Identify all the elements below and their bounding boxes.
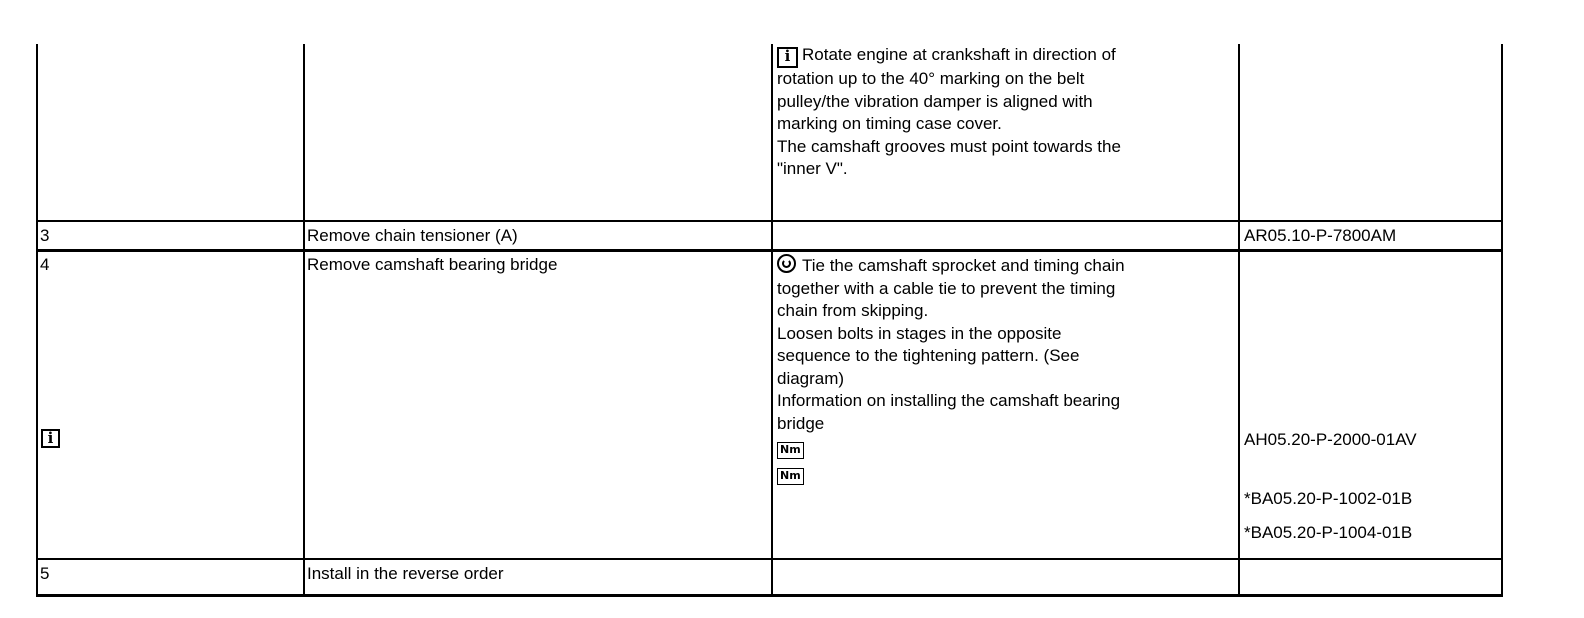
warning-icon xyxy=(777,254,796,273)
note-cell xyxy=(771,222,1238,249)
note-line: bridge xyxy=(777,413,825,433)
step-number: 4 xyxy=(40,255,50,274)
note-line: Information on installing the camshaft bearing xyxy=(777,391,1121,410)
note-cell xyxy=(771,44,1238,220)
info-icon: i xyxy=(41,429,60,448)
action-cell xyxy=(303,44,771,220)
note-line: rotation up to the 40° marking on the belt xyxy=(777,69,1085,88)
note-cell xyxy=(771,252,1238,558)
note-line: marking on timing case cover. xyxy=(777,114,1002,133)
note-line: together with a cable tie to prevent the timing xyxy=(777,278,1116,298)
step-number: 5 xyxy=(40,564,50,583)
note-line: Tie the camshaft sprocket and timing chain xyxy=(802,256,1125,275)
note-line: diagram) xyxy=(777,368,845,388)
info-icon: i xyxy=(777,47,798,68)
step-cell xyxy=(38,252,303,558)
ref-cell xyxy=(1238,252,1501,558)
table-row xyxy=(36,252,1503,560)
table-row xyxy=(36,44,1503,222)
reference-link[interactable]: *BA05.20-P-1004-01B xyxy=(1244,523,1413,542)
torque-nm-icon: Nm xyxy=(777,468,804,485)
torque-nm-icon: Nm xyxy=(777,442,804,459)
note-cell xyxy=(771,560,1238,594)
reference-link[interactable]: *BA05.20-P-1002-01B xyxy=(1244,489,1413,508)
ref-cell xyxy=(1238,44,1501,220)
note-line: chain from skipping. xyxy=(777,301,929,320)
reference-link[interactable]: AR05.10-P-7800AM xyxy=(1238,222,1501,249)
reference-link[interactable]: AH05.20-P-2000-01AV xyxy=(1244,430,1417,449)
table-row xyxy=(36,222,1503,252)
note-line: pulley/the vibration damper is aligned with xyxy=(777,91,1093,111)
table-row xyxy=(36,560,1503,597)
action-text: Remove camshaft bearing bridge xyxy=(303,252,771,558)
note-line: The camshaft grooves must point towards the xyxy=(777,136,1121,156)
ref-cell xyxy=(1238,560,1501,594)
note-line: Loosen bolts in stages in the opposite xyxy=(777,323,1062,343)
note-line: sequence to the tightening pattern. (See xyxy=(777,346,1080,365)
action-text: Install in the reverse order xyxy=(303,560,771,594)
step-number: 3 xyxy=(40,226,50,245)
note-line: Rotate engine at crankshaft in direction of xyxy=(802,45,1116,64)
note-line: "inner V". xyxy=(777,159,848,178)
procedure-table xyxy=(36,44,1503,597)
step-cell xyxy=(38,44,303,220)
action-text: Remove chain tensioner (A) xyxy=(303,222,771,249)
